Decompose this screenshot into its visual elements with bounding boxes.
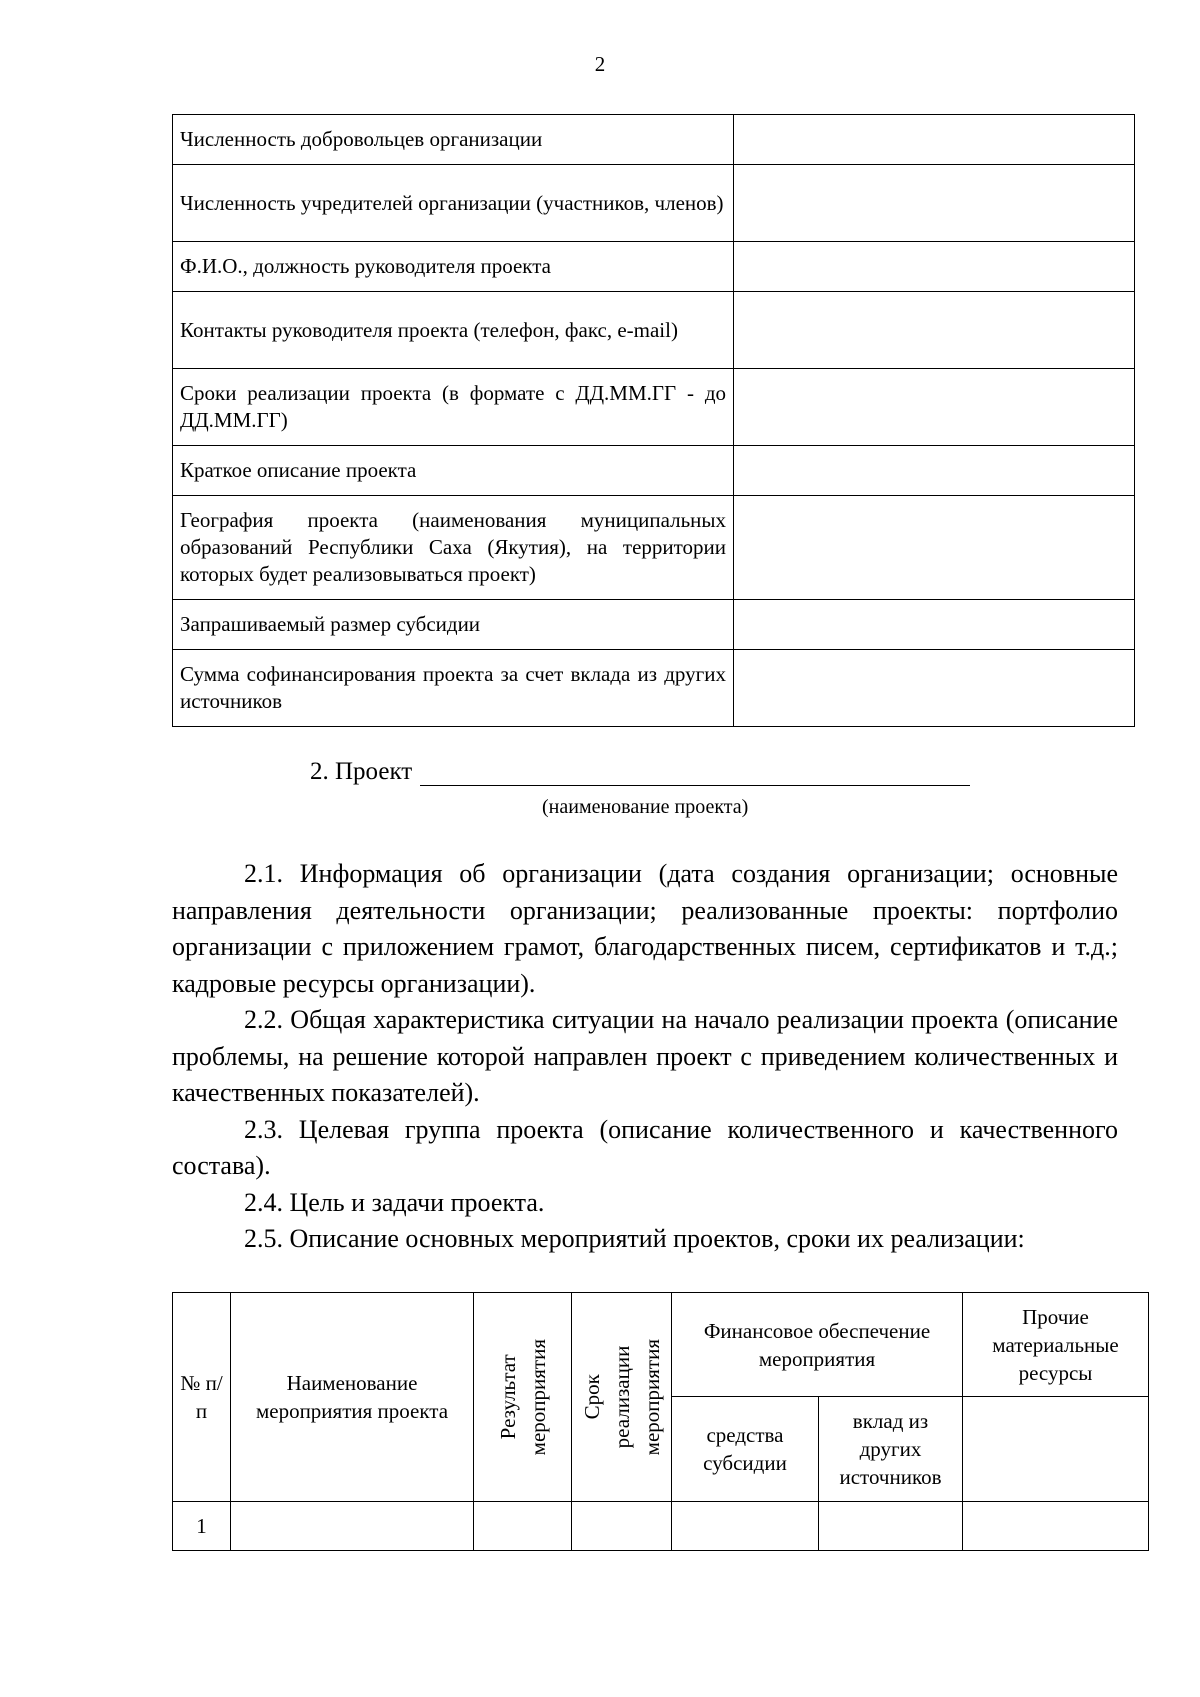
row-label: Сумма софинансирования проекта за счет вклада из других источников <box>173 650 734 727</box>
header-term-line2: реализации <box>609 1345 634 1449</box>
table-header-row <box>173 1293 1149 1397</box>
paragraph-2-5: 2.5. Описание основных мероприятий проектов, сроки их реализации: <box>244 1224 1025 1253</box>
row-label: Численность добровольцев организации <box>173 115 734 165</box>
row-label: Контакты руководителя проекта (телефон, факс, e-mail) <box>173 292 734 369</box>
table-row <box>173 600 1135 650</box>
header-number: № п/п <box>173 1293 231 1502</box>
header-finance-other: вклад из других источников <box>819 1397 963 1502</box>
row-value <box>734 165 1135 242</box>
header-event-name: Наименование мероприятия проекта <box>231 1293 474 1502</box>
row-value <box>734 600 1135 650</box>
project-caption: (наименование проекта) <box>542 796 749 818</box>
project-title-line <box>310 758 970 786</box>
header-finance: Финансовое обеспечение мероприятия <box>672 1293 963 1397</box>
cell-name <box>231 1502 474 1551</box>
cell-number: 1 <box>173 1502 231 1551</box>
paragraph-2-4: 2.4. Цель и задачи проекта. <box>244 1187 545 1217</box>
row-value <box>734 496 1135 600</box>
row-value <box>734 292 1135 369</box>
cell-subsidy <box>672 1502 819 1551</box>
page-number: 2 <box>594 52 606 76</box>
project-name-blank <box>420 759 970 786</box>
cell-result <box>474 1502 572 1551</box>
table-row <box>173 369 1135 446</box>
paragraph-2-2: 2.2. Общая характеристика ситуации на начало реализации проекта (описание проблемы, на решение которой направлен проект с приведением количественных и качественных показателей). <box>172 1005 1118 1107</box>
paragraph-2-3: 2.3. Целевая группа проекта (описание количественного и качественного состава). <box>172 1114 1118 1180</box>
organization-info-table <box>172 114 1135 727</box>
row-label: Численность учредителей организации (участников, членов) <box>173 165 734 242</box>
header-result-line1: Результат <box>495 1354 520 1440</box>
row-label: Ф.И.О., должность руководителя проекта <box>173 242 734 292</box>
row-label: Краткое описание проекта <box>173 446 734 496</box>
table-row <box>173 165 1135 242</box>
table-row <box>173 115 1135 165</box>
table-row <box>173 496 1135 600</box>
row-value <box>734 369 1135 446</box>
header-result <box>474 1293 572 1502</box>
body-text <box>172 856 1118 1258</box>
paragraph-2-1: 2.1. Информация об организации (дата создания организации; основные направления деятельности организации; реализованные проекты: портфолио организации с приложением грамот, благодарственных писем, сертификатов и т.д.; кадровые ресурсы организации). <box>172 859 1118 998</box>
header-resources-empty <box>963 1397 1149 1502</box>
cell-other <box>819 1502 963 1551</box>
row-value <box>734 242 1135 292</box>
header-other-resources: Прочие материальные ресурсы <box>963 1293 1149 1397</box>
header-term-line3: мероприятия <box>639 1338 664 1456</box>
table-row <box>173 650 1135 727</box>
row-label: География проекта (наименования муниципальных образований Республики Саха (Якутия), на территории которых будет реализовываться проект) <box>173 496 734 600</box>
table-row <box>173 446 1135 496</box>
row-label: Запрашиваемый размер субсидии <box>173 600 734 650</box>
table-row <box>173 242 1135 292</box>
table-row <box>173 292 1135 369</box>
header-result-line2: мероприятия <box>525 1338 550 1456</box>
header-term <box>572 1293 672 1502</box>
cell-resources <box>963 1502 1149 1551</box>
table-row <box>173 1502 1149 1551</box>
row-value <box>734 115 1135 165</box>
row-value <box>734 650 1135 727</box>
project-label: 2. Проект <box>310 758 413 785</box>
row-label: Сроки реализации проекта (в формате с ДД.ММ.ГГ - до ДД.ММ.ГГ) <box>173 369 734 446</box>
header-finance-subsidy: средства субсидии <box>672 1397 819 1502</box>
header-term-line1: Срок <box>579 1374 604 1420</box>
row-value <box>734 446 1135 496</box>
events-table <box>172 1292 1149 1551</box>
cell-term <box>572 1502 672 1551</box>
